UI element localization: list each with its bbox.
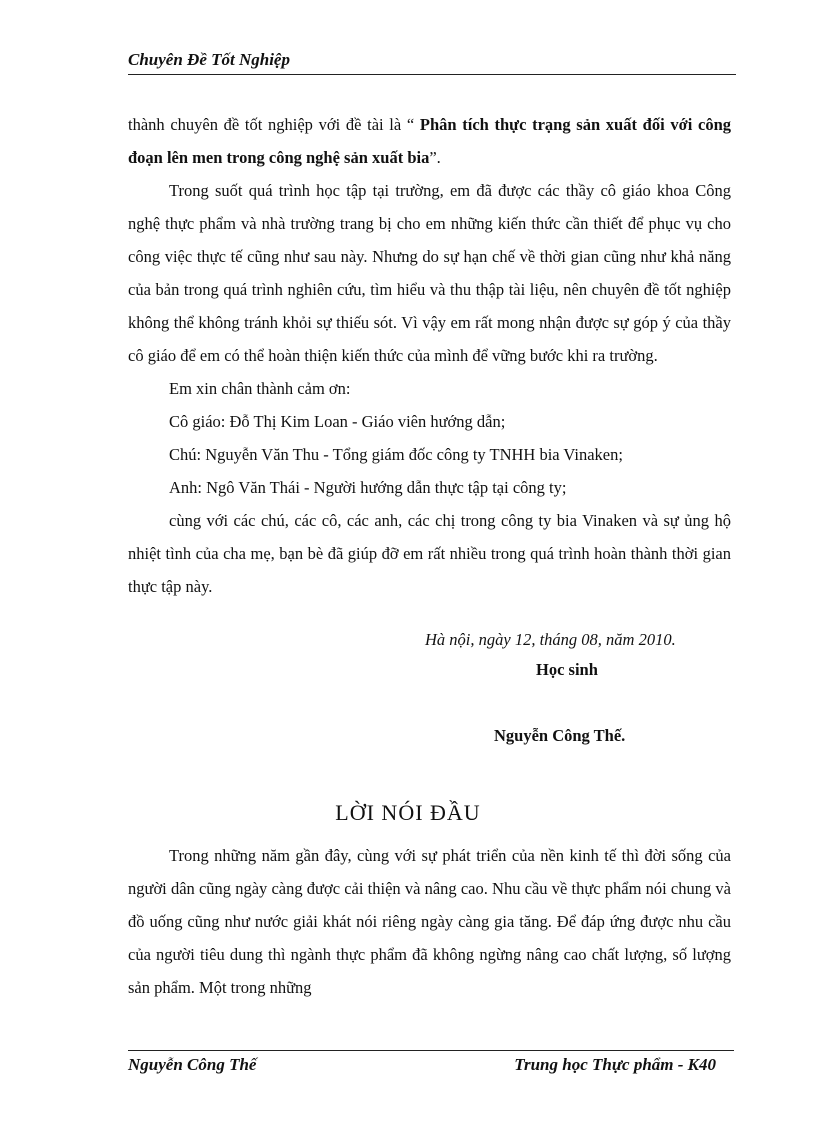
paragraph-mentor: Anh: Ngô Văn Thái - Người hướng dẫn thực tập tại công ty; (169, 478, 567, 497)
intro-prefix: thành chuyên đề tốt nghiệp với đề tài là “ (128, 115, 420, 134)
paragraph-study: Trong suốt quá trình học tập tại trường, em đã được các thầy cô giáo khoa Công nghệ thực phẩm và nhà trường trang bị cho em những kiến thức cần thiết để phục vụ cho công việc thực tế cũng như sau này. Nhưng do sự hạn chế về thời gian cũng như khả năng của bản trong quá trình nghiên cứu, tìm hiểu và thu thập tài liệu, nên chuyên đề tốt nghiệp không thể không tránh khỏi sự thiếu sót. Vì vậy em rất mong nhận được sự góp ý của thầy cô giáo để em có thể hoàn thiện kiến thức của mình để vững bước khi ra trường. (128, 181, 731, 365)
signature-date: Hà nội, ngày 12, tháng 08, năm 2010. (425, 630, 676, 649)
preface-paragraph: Trong những năm gần đây, cùng với sự phát triển của nền kinh tế thì đời sống của người dân cũng ngày càng được cải thiện và nâng cao. Nhu cầu về thực phẩm nói chung và đồ uống cũng như nước giải khát nói riêng ngày càng gia tăng. Để đáp ứng được nhu cầu của người tiêu dung thì ngành thực phẩm đã không ngừng nâng cao chất lượng, số lượng sản phẩm. Một trong những (128, 846, 731, 997)
footer-author: Nguyễn Công Thế (128, 1055, 257, 1074)
intro-suffix: ”. (429, 148, 441, 167)
footer-course: Trung học Thực phẩm - K40 (514, 1055, 716, 1074)
paragraph-others: cùng với các chú, các cô, các anh, các chị trong công ty bia Vinaken và sự ủng hộ nhiệt tình của cha mẹ, bạn bè đã giúp đỡ em rất nhiều trong quá trình hoàn thành thời gian thực tập này. (128, 511, 731, 596)
signature-role: Học sinh (536, 660, 598, 679)
signature-name: Nguyễn Công Thế. (494, 726, 626, 745)
paragraph-thanks: Em xin chân thành cảm ơn: (169, 379, 351, 398)
thesis-topic: Phân tích thực trạng sản xuất đối với công đoạn lên men trong công nghệ sản xuất bia (128, 115, 732, 167)
paragraph-teacher: Cô giáo: Đỗ Thị Kim Loan - Giáo viên hướng dẫn; (169, 412, 506, 431)
acknowledgement-body (128, 108, 731, 603)
section-heading: LỜI NÓI ĐẦU (335, 800, 481, 825)
page-header (128, 50, 736, 75)
header-title: Chuyên Đề Tốt Nghiệp (128, 50, 290, 69)
paragraph-director: Chú: Nguyễn Văn Thu - Tổng giám đốc công ty TNHH bia Vinaken; (169, 445, 623, 464)
intro-paragraph (128, 108, 731, 174)
page-footer (128, 1050, 734, 1081)
preface-body (128, 839, 731, 1004)
